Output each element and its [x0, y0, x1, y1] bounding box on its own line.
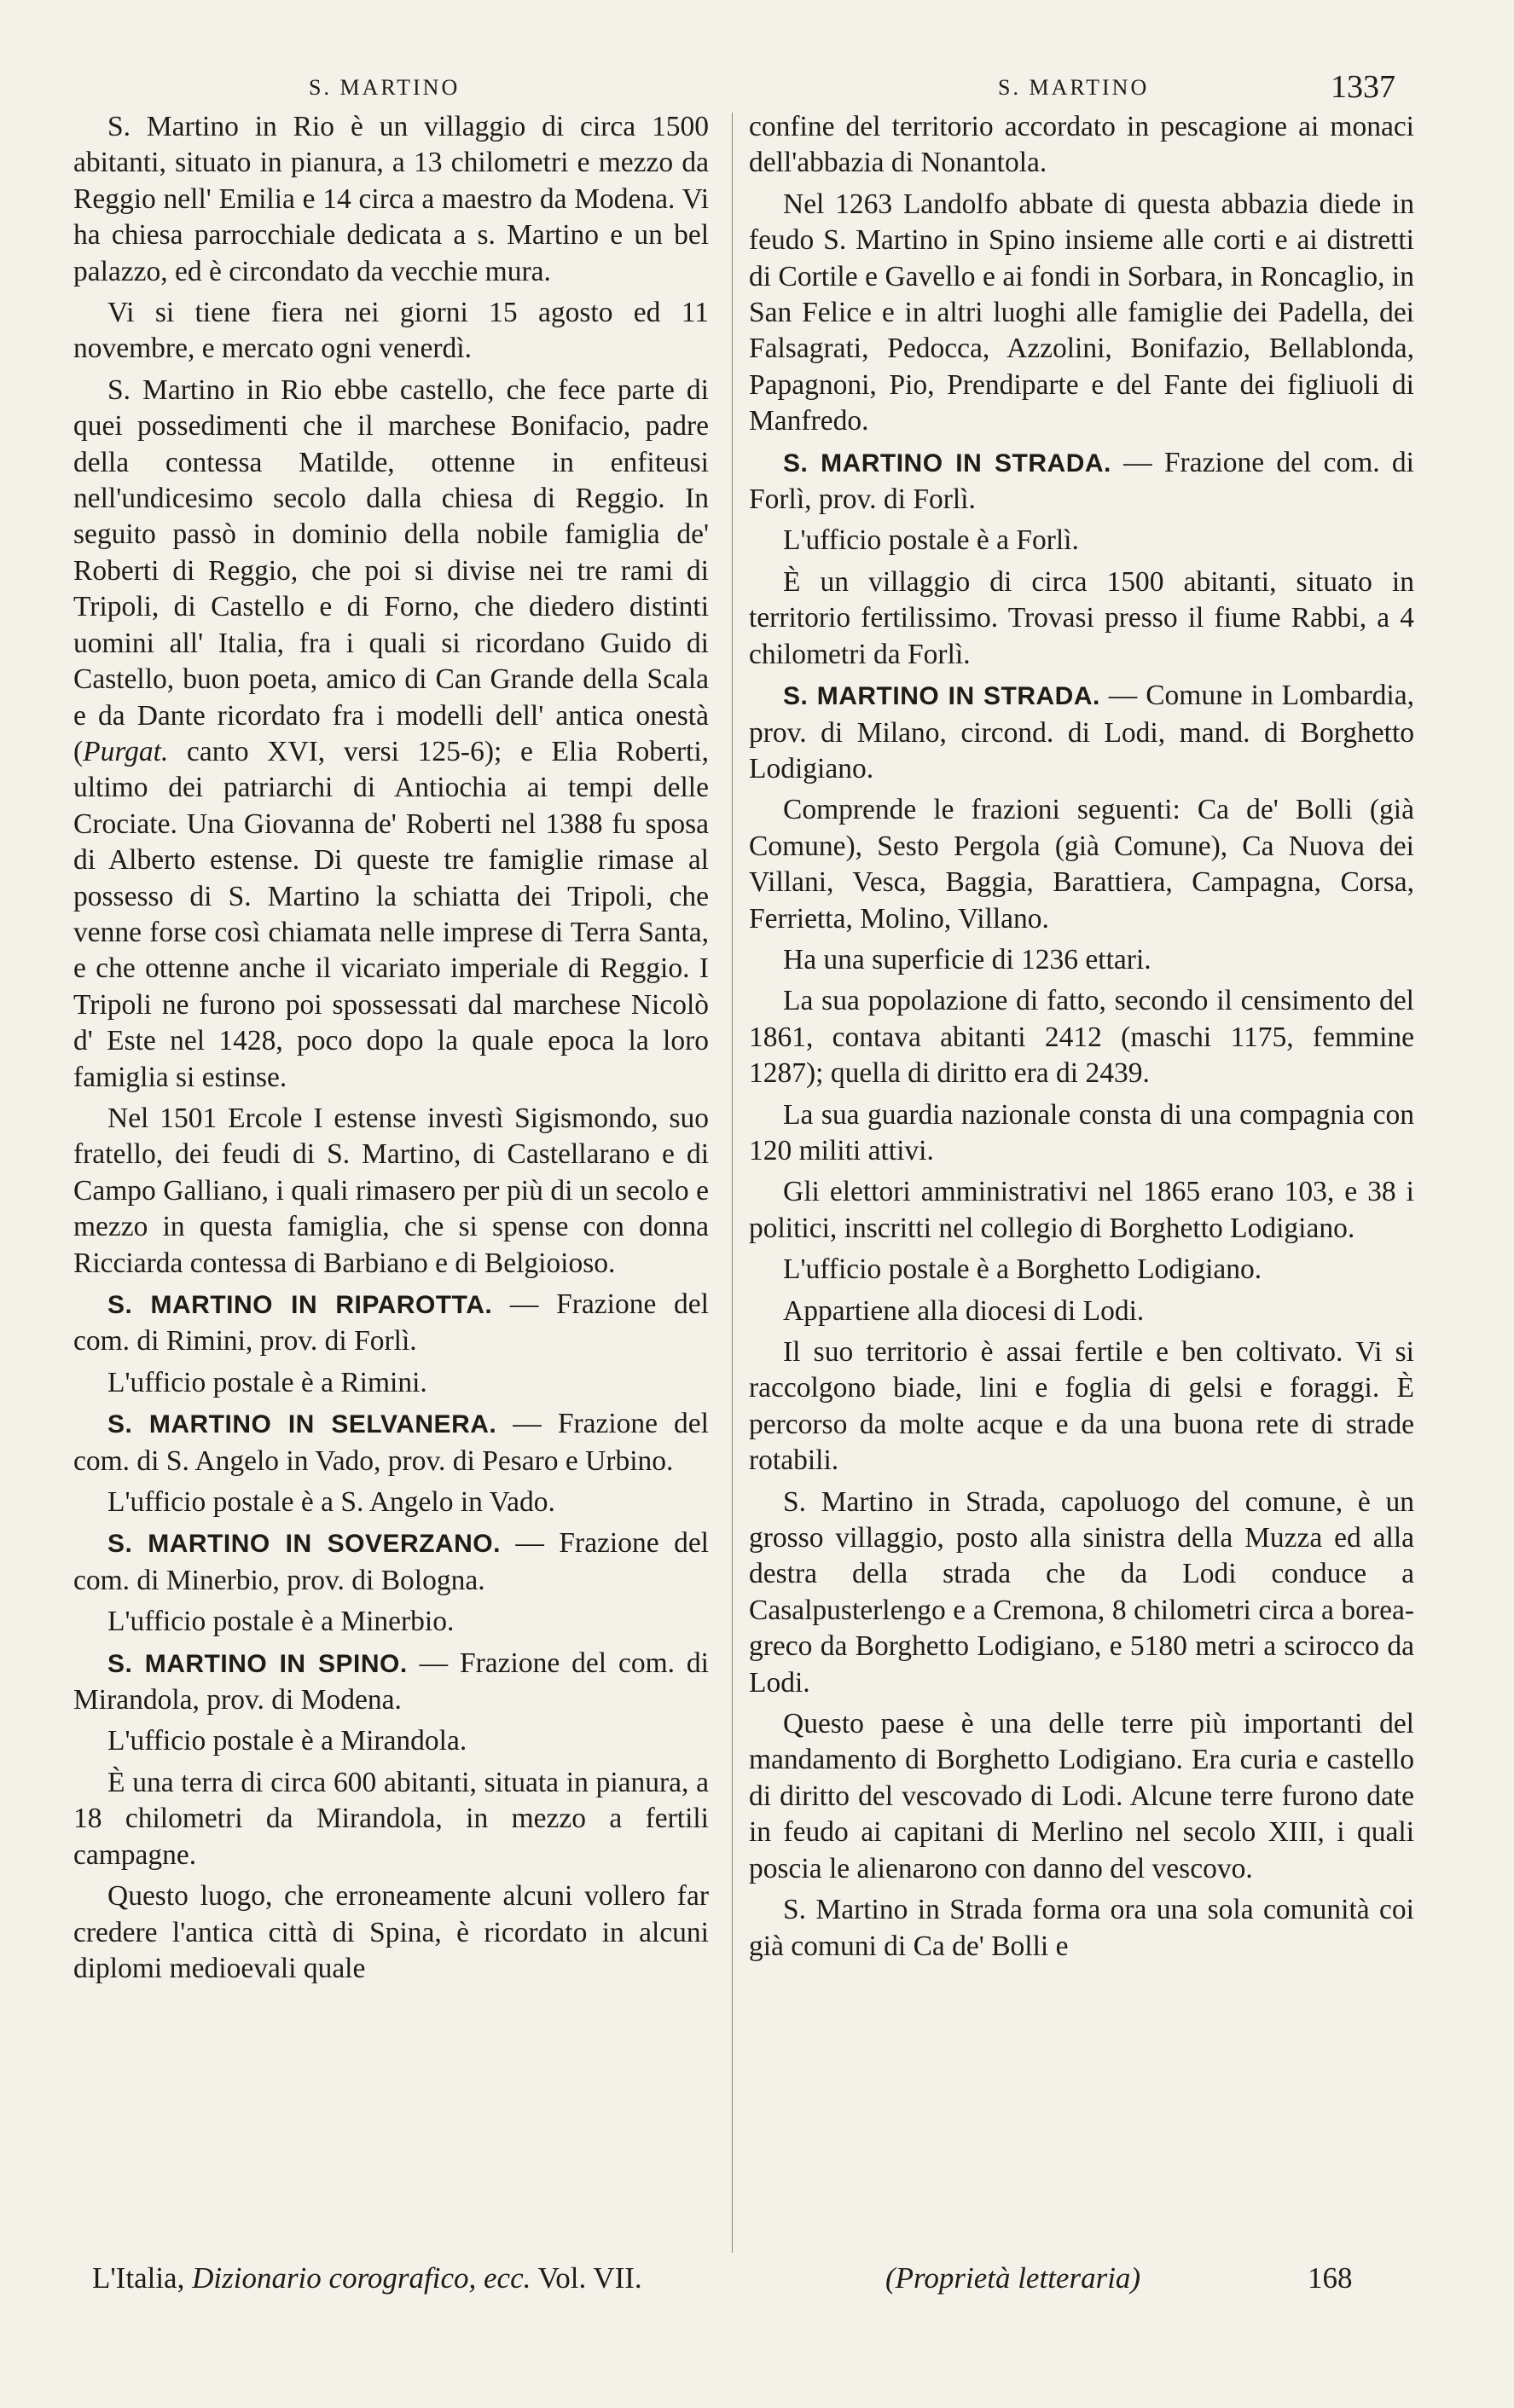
paragraph: Comprende le frazioni seguenti: Ca de' Bolli (già Comune), Sesto Pergola (già Comune), Ca Nuova dei Villani, Vesca, Baggia, Barattiera, Campagna, Corsa, Ferrietta, Molino, Villano. — [749, 794, 1414, 935]
footer-volume: Vol. VII. — [531, 2261, 642, 2295]
entry-spino — [73, 1646, 709, 1719]
running-head-left: S. MARTINO — [309, 75, 461, 100]
paragraph: Nel 1501 Ercole I estense investì Sigismondo, suo fratello, dei feudi di S. Martino, di Castellarano e di Campo Galliano, i quali rimasero per più di un secolo e mezzo in questa famiglia, che si spense con donna Ricciarda contessa di Barbiano e di Belgioioso. — [73, 1102, 709, 1279]
paragraph: S. Martino in Strada, capoluogo del comune, è un grosso villaggio, posto alla sinistra della Muzza ed alla destra della strada che da Lodi conduce a Casalpusterlengo e a Cremona, 8 chilometri circa a borea-greco da Borghetto Lodigiano, e 5180 metri a scirocco da Lodi. — [749, 1485, 1414, 1699]
paragraph: Appartiene alla diocesi di Lodi. — [783, 1294, 1145, 1327]
citation-italic: Purgat. — [83, 735, 169, 767]
paragraph: S. Martino in Rio è un villaggio di circa 1500 abitanti, situato in pianura, a 13 chilometri e mezzo da Reggio nell' Emilia e 14 circa a maestro da Modena. Vi ha chiesa parrocchiale dedicata a s. Martino e un bel palazzo, ed è circondato da vecchie mura. — [73, 111, 709, 287]
entry-postal: L'ufficio postale è a Mirandola. — [107, 1725, 467, 1757]
page-number: 1337 — [1331, 69, 1395, 105]
paragraph: Questo paese è una delle terre più importanti del mandamento di Borghetto Lodigiano. Era curia e castello di diritto del vescovado di Lodi. Alcune terre furono date in feudo ai capitani di Merlino nel secolo XIII, i quali poscia le alienarono con danno del vescovo. — [749, 1708, 1414, 1884]
footer-title: L'Italia, — [92, 2261, 193, 2295]
entry-text: — Frazione del com. di S. Angelo in Vado, prov. di Pesaro e Urbino. — [73, 1408, 709, 1477]
paragraph: Ha una superficie di 1236 ettari. — [783, 943, 1151, 975]
paragraph — [73, 373, 709, 1096]
entry-postal: L'ufficio postale è a Forlì. — [783, 524, 1079, 557]
paragraph: L'ufficio postale è a Borghetto Lodigiano. — [783, 1253, 1262, 1286]
column-divider — [732, 113, 733, 2253]
paragraph: Vi si tiene fiera nei giorni 15 agosto ed 11 novembre, e mercato ogni venerdì. — [73, 297, 709, 365]
entry-postal: L'ufficio postale è a S. Angelo in Vado. — [107, 1486, 555, 1519]
entry-text: — Frazione del com. di Minerbio, prov. di Bologna. — [73, 1527, 709, 1596]
paragraph-continuation: confine del territorio accordato in pescagione ai monaci dell'abbazia di Nonantola. — [749, 111, 1414, 179]
right-column — [749, 109, 1414, 1970]
footer-copyright: (Proprietà letteraria) — [885, 2261, 1141, 2295]
entry-heading: S. MARTINO IN SPINO. — [107, 1649, 408, 1678]
footer-sheet-number: 168 — [1308, 2261, 1353, 2295]
paragraph: È un villaggio di circa 1500 abitanti, situato in territorio fertilissimo. Trovasi presso il fiume Rabbi, a 4 chilometri da Forlì. — [749, 565, 1414, 670]
entry-text: — Frazione del com. di Mirandola, prov. di Modena. — [73, 1647, 709, 1716]
running-head-right: S. MARTINO — [998, 75, 1150, 100]
paragraph: S. Martino in Strada forma ora una sola comunità coi già comuni di Ca de' Bolli e — [749, 1894, 1414, 1962]
entry-heading: S. MARTINO IN SELVANERA. — [107, 1410, 497, 1439]
paragraph: È una terra di circa 600 abitanti, situata in pianura, a 18 chilometri da Mirandola, in mezzo a fertili campagne. — [73, 1766, 709, 1871]
entry-heading: S. MARTINO IN SOVERZANO. — [107, 1530, 501, 1559]
footer-publication — [92, 2261, 642, 2295]
entry-soverzano — [73, 1525, 709, 1599]
paragraph: Il suo territorio è assai fertile e ben coltivato. Vi si raccolgono biade, lini e foglia di gelsi e foraggi. È percorso da molte acque e da una buona rete di strade rotabili. — [749, 1336, 1414, 1477]
entry-heading: S. MARTINO IN STRADA. — [783, 682, 1100, 711]
footer-work-italic: Dizionario corografico, ecc. — [192, 2261, 531, 2295]
entry-text: — Frazione del com. di Forlì, prov. di Forlì. — [749, 446, 1414, 516]
entry-postal: L'ufficio postale è a Minerbio. — [107, 1606, 455, 1638]
entry-heading: S. MARTINO IN STRADA. — [783, 449, 1111, 478]
paragraph: Questo luogo, che erroneamente alcuni vollero far credere l'antica città di Spina, è ricordato in alcuni diplomi medioevali quale — [73, 1880, 709, 1984]
paragraph-text: S. Martino in Rio ebbe castello, che fece parte di quei possedimenti che il marchese Bonifacio, padre della contessa Matilde, ottenne in enfiteusi nell'undicesimo secolo dalla chiesa di Reggio. In seguito passò in dominio della nobile famiglia de' Roberti di Reggio, che poi si divise nei tre rami di Tripoli, di Castello e di Forno, che diedero distinti uomini all' Italia, fra i quali si ricordano Guido di Castello, buon poeta, amico di Can Grande della Scala e da Dante ricordato fra i modelli dell' antica onestà ( — [73, 373, 709, 767]
entry-text: — Comune in Lombardia, prov. di Milano, circond. di Lodi, mand. di Borghetto Lodigiano. — [749, 680, 1414, 784]
entry-selvanera — [73, 1406, 709, 1479]
entry-heading: S. MARTINO IN RIPAROTTA. — [107, 1291, 493, 1319]
entry-strada-comune — [749, 678, 1414, 787]
entry-text: — Frazione del com. di Rimini, prov. di Forlì. — [73, 1288, 709, 1357]
paragraph: La sua popolazione di fatto, secondo il censimento del 1861, contava abitanti 2412 (maschi 1175, femmine 1287); quella di diritto era di 2439. — [749, 985, 1414, 1090]
left-column — [73, 109, 709, 1992]
paragraph: Nel 1263 Landolfo abbate di questa abbazia diede in feudo S. Martino in Spino insieme alle corti e ai distretti di Cortile e Gavello e ai fondi in Sorbara, in Roncaglio, in San Felice e in altri luoghi alle famiglie dei Padella, dei Falsagrati, Pedocca, Azzolini, Bonifazio, Bellablonda, Papagnoni, Pio, Prendiparte e del Fante dei figliuoli di Manfredo. — [749, 188, 1414, 437]
entry-riparotta — [73, 1287, 709, 1360]
paragraph-text: canto XVI, versi 125-6); e Elia Roberti, ultimo dei patriarchi di Antiochia ai tempi delle Crociate. Una Giovanna de' Roberti nel 1388 fu sposa di Alberto estense. Di queste tre famiglie rimase al possesso di S. Martino la schiatta dei Tripoli, che venne forse così chiamata nelle imprese di Terra Santa, e che ottenne anche il vicariato imperiale di Reggio. I Tripoli ne furono poi spossessati dal marchese Nicolò d' Este nel 1428, poco dopo la quale epoca la loro famiglia si estinse. — [73, 735, 709, 1093]
entry-postal: L'ufficio postale è a Rimini. — [107, 1366, 427, 1398]
paragraph: Gli elettori amministrativi nel 1865 erano 103, e 38 i politici, inscritti nel collegio di Borghetto Lodigiano. — [749, 1176, 1414, 1244]
entry-strada-frazione — [749, 445, 1414, 518]
paragraph: La sua guardia nazionale consta di una compagnia con 120 militi attivi. — [749, 1098, 1414, 1166]
